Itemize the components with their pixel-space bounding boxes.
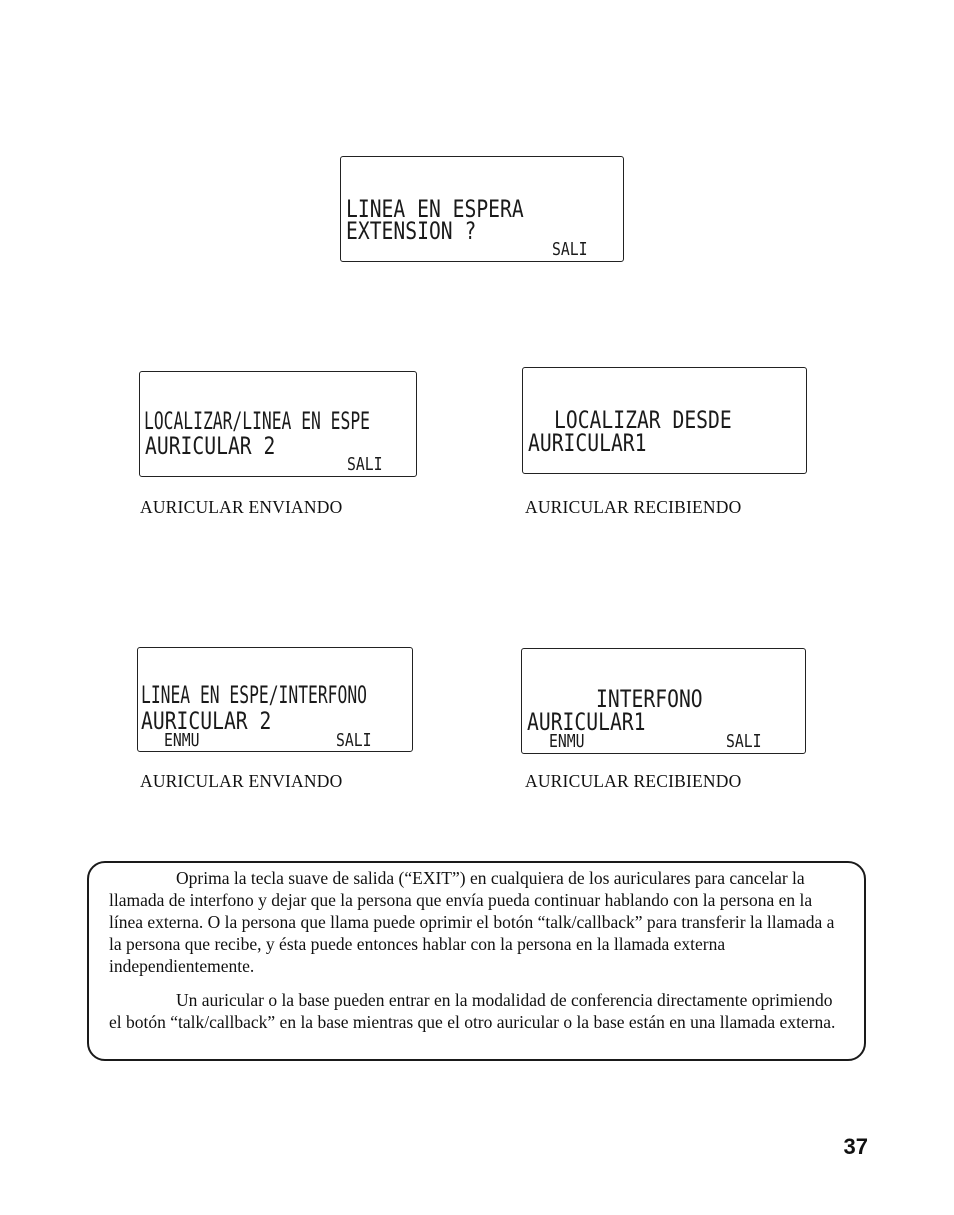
softkey-mute-label: ENMU <box>549 731 585 752</box>
softkey-mute-label: ENMU <box>164 730 200 751</box>
lcd-display-intercom-receiving <box>521 648 806 754</box>
caption-handset-receiving: AURICULAR RECIBIENDO <box>525 497 742 517</box>
softkey-exit-label: SALI <box>552 239 588 260</box>
note-box <box>87 861 866 1061</box>
softkey-exit-label: SALI <box>347 454 383 475</box>
lcd-display-page-sending <box>139 371 417 477</box>
lcd-line-2: AURICULAR1 <box>527 708 646 736</box>
note-paragraph: Oprima la tecla suave de salida (“EXIT”) en cualquiera de los auriculares para cancelar la llamada de interfono y dejar que la persona que envía pueda continuar hablando con la persona en la línea externa. O la persona que llama puede oprimir el botón “talk/callback” para transferir la llamada a la persona que recibe, y ésta puede entonces hablar con la persona en la llamada externa independientemente. <box>109 868 835 976</box>
caption-handset-sending: AURICULAR ENVIANDO <box>140 497 343 517</box>
lcd-display-page-receiving <box>522 367 807 474</box>
lcd-line-2: AURICULAR1 <box>528 429 647 457</box>
note-paragraph: Un auricular o la base pueden entrar en la modalidad de conferencia directamente oprimiendo el botón “talk/callback” en la base mientras que el otro auricular o la base están en una llamada externa. <box>109 990 836 1032</box>
softkey-exit-label: SALI <box>726 731 762 752</box>
softkey-exit-label: SALI <box>336 730 372 751</box>
lcd-line-2: AURICULAR 2 <box>141 707 272 735</box>
lcd-line-1: LINEA EN ESPERA <box>346 195 524 223</box>
lcd-display-line-on-hold <box>340 156 624 262</box>
lcd-line-1: LOCALIZAR DESDE <box>554 406 732 434</box>
lcd-line-1: LINEA EN ESPE/INTERFONO <box>141 681 367 709</box>
lcd-line-2: AURICULAR 2 <box>145 432 276 460</box>
caption-handset-receiving: AURICULAR RECIBIENDO <box>525 771 742 791</box>
lcd-line-1: LOCALIZAR/LINEA EN ESPE <box>144 407 370 435</box>
page-number: 37 <box>843 1134 868 1159</box>
lcd-display-intercom-sending <box>137 647 413 752</box>
caption-handset-sending: AURICULAR ENVIANDO <box>140 771 343 791</box>
lcd-line-2: EXTENSION ? <box>346 217 477 245</box>
lcd-line-1: INTERFONO <box>596 685 703 713</box>
